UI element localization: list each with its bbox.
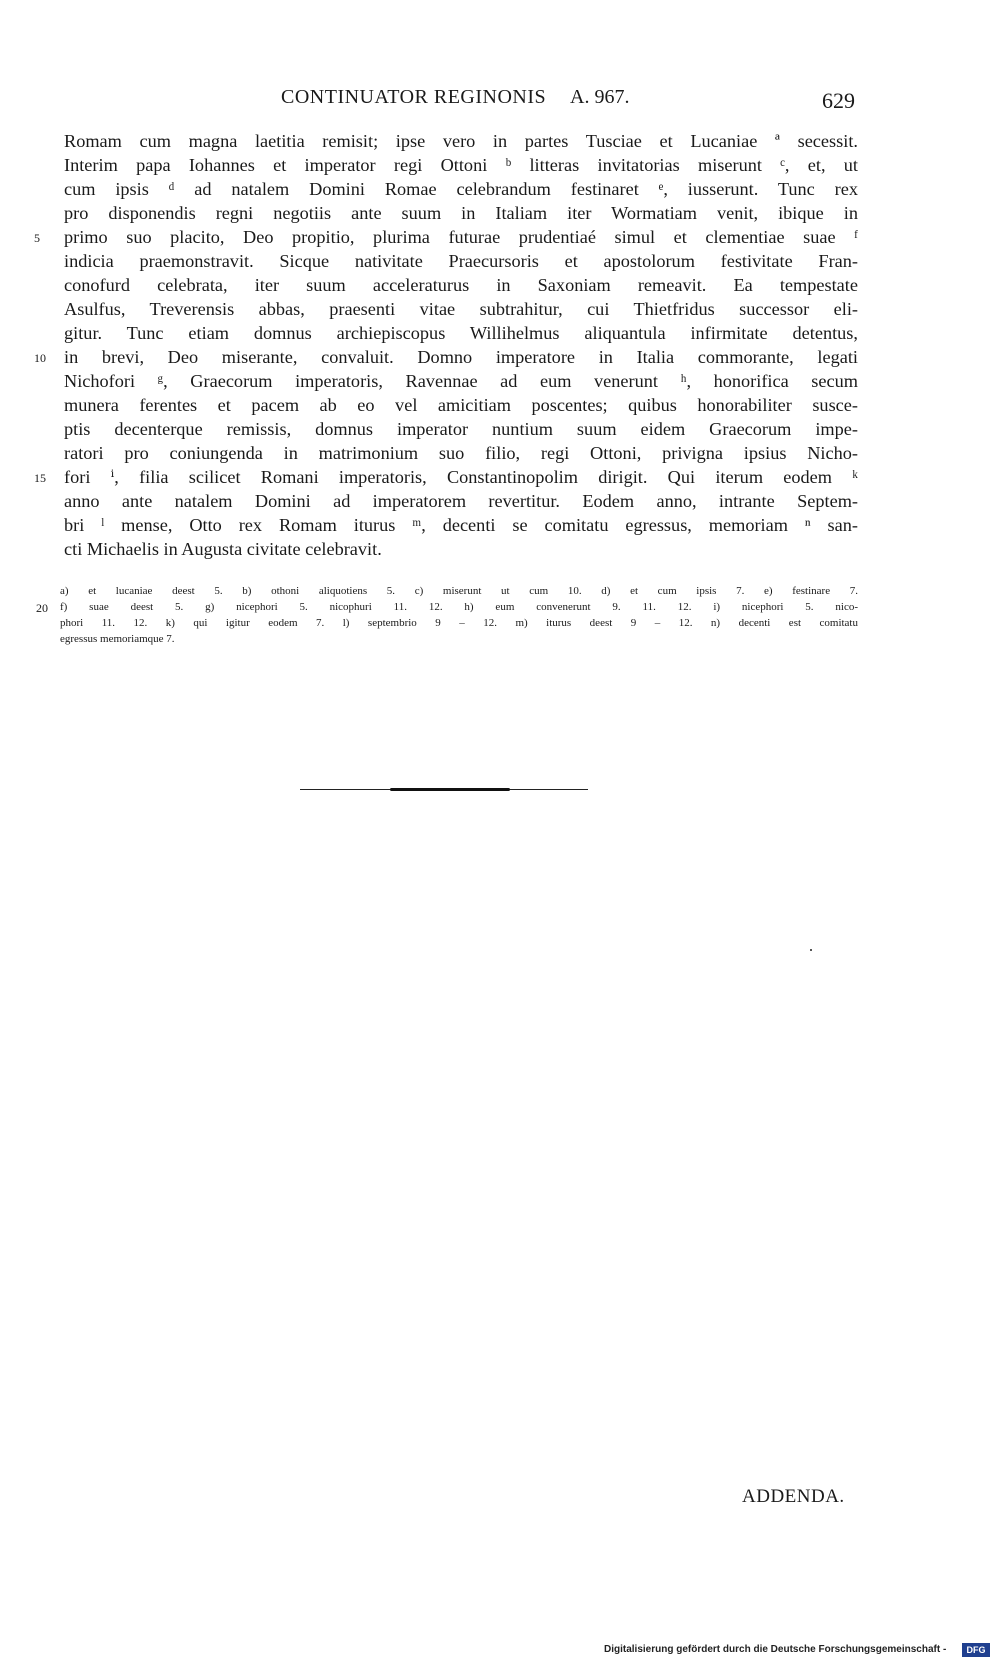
text-line: fori ⁱ, filia scilicet Romani imperatoris, Constantinopolim dirigit. Qui iterum eodem ᵏ [64,467,858,487]
text-line: ratori pro coniungenda in matrimonium suo filio, regi Ottoni, privigna ipsius Nicho- [64,443,858,463]
scan-speck [810,949,812,951]
page-number: 629 [822,88,855,113]
line-number: 15 [34,471,46,485]
text-line: Asulfus, Treverensis abbas, praesenti vitae subtrahitur, cui Thietfridus successor eli- [64,299,858,319]
line-number: 10 [34,351,46,365]
dfg-logo: DFG [962,1643,990,1657]
addenda-heading: ADDENDA. [742,1486,845,1507]
running-year: A. 967. [570,86,630,108]
funding-notice: Digitalisierung gefördert durch die Deutsche Forschungsgemeinschaft - [604,1644,947,1655]
text-line: cti Michaelis in Augusta civitate celebravit. [64,539,382,559]
footnote-line: egressus memoriamque 7. [60,633,175,645]
text-line: gitur. Tunc etiam domnus archiepiscopus Willihelmus aliquantula infirmitate detentus, [64,323,858,343]
text-line: conofurd celebrata, iter suum acceleraturus in Saxoniam remeavit. Ea tempestate [64,275,858,295]
footnote-line: phori 11. 12. k) qui igitur eodem 7. l) septembrio 9 – 12. m) iturus deest 9 – 12. n) decenti est comitatu [60,617,858,629]
text-line: pro disponendis regni negotiis ante suum in Italiam iter Wormatiam venit, ibique in [64,203,858,223]
text-line: primo suo placito, Deo propitio, plurima futurae prudentiaé simul et clementiae suae ᶠ [64,227,858,247]
text-line: Nichofori ᵍ, Graecorum imperatoris, Ravennae ad eum venerunt ʰ, honorifica secum [64,371,858,391]
text-line: Interim papa Iohannes et imperator regi Ottoni ᵇ litteras invitatorias miserunt ᶜ, et, ut [64,155,858,175]
running-title: CONTINUATOR REGINONIS [281,86,547,108]
line-number: 5 [34,231,40,245]
text-line: bri ˡ mense, Otto rex Romam iturus ᵐ, decenti se comitatu egressus, memoriam ⁿ san- [64,515,858,535]
footnote-line: a) et lucaniae deest 5. b) othoni aliquotiens 5. c) miserunt ut cum 10. d) et cum ipsis 7. e) festinare 7. [60,585,858,597]
footnote-line: f) suae deest 5. g) nicephori 5. nicophuri 11. 12. h) eum convenerunt 9. 11. 12. i) nicephori 5. nico- [60,601,858,613]
text-line: Romam cum magna laetitia remisit; ipse vero in partes Tusciae et Lucaniae ª secessit. [64,131,858,151]
text-line: munera ferentes et pacem ab eo vel amicitiam poscentes; quibus honorabiliter susce- [64,395,858,415]
text-line: in brevi, Deo miserante, convaluit. Domno imperatore in Italia commorante, legati [64,347,858,367]
footnote-line-number: 20 [36,601,48,615]
text-line: cum ipsis ᵈ ad natalem Domini Romae celebrandum festinaret ᵉ, iusserunt. Tunc rex [64,179,858,199]
text-line: anno ante natalem Domini ad imperatorem revertitur. Eodem anno, intrante Septem- [64,491,858,511]
section-divider-ornament [390,788,510,791]
text-line: indicia praemonstravit. Sicque nativitate Praecursoris et apostolorum festivitate Fran- [64,251,858,271]
text-line: ptis decenterque remissis, domnus imperator nuntium suum eidem Graecorum impe- [64,419,858,439]
